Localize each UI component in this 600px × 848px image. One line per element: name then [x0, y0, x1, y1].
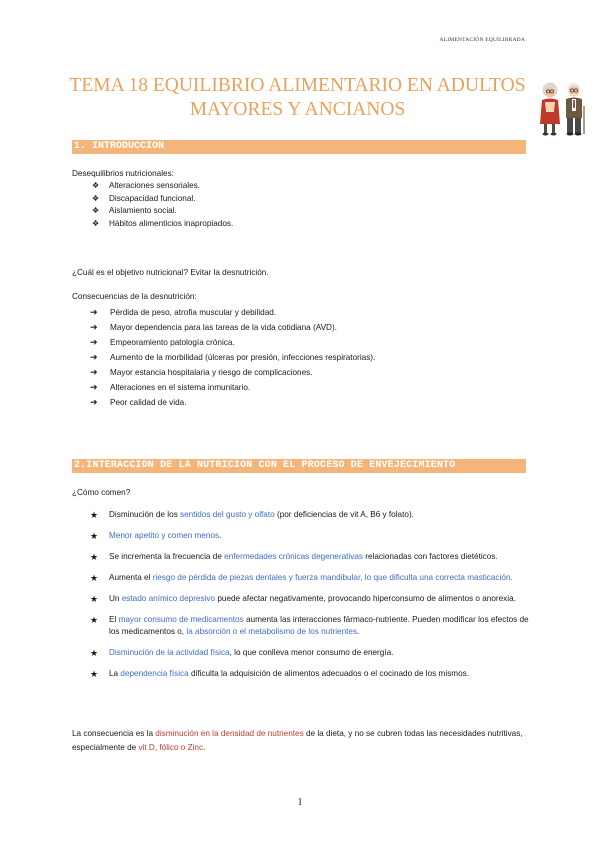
list-item: ★ Menor apetito y comen menos. — [90, 531, 222, 541]
list-item: ❖ Alteraciones sensoriales. — [92, 180, 233, 193]
page-title — [60, 74, 535, 122]
list-item: ★ Un estado anímico depresivo puede afectar negativamente, provocando hiperconsumo de alimentos o anorexia. — [90, 594, 516, 604]
list-item: ❖ Discapacidad funcional. — [92, 193, 233, 206]
star-bullet-icon: ★ — [90, 615, 99, 625]
arrow-bullet-icon: ➔ — [90, 352, 98, 362]
diamond-bullet-icon: ❖ — [92, 206, 100, 215]
consecuencias-label: Consecuencias de la desnutrición: — [72, 292, 197, 301]
list-item: ★ Aumenta el riesgo de pérdida de piezas dentales y fuerza mandibular, lo que dificulta una correcta masticación. — [90, 573, 513, 583]
star-bullet-icon: ★ — [90, 552, 99, 562]
section-heading-interaccion: 2.INTERACCION DE LA NUTRICION CON EL PROCESO DE ENVEJECIMIENTO — [72, 459, 526, 473]
star-bullet-icon: ★ — [90, 573, 99, 583]
list-item: ➔ Aumento de la morbilidad (úlceras por presión, infecciones respiratorias). — [90, 350, 375, 365]
list-item: ★ El mayor consumo de medicamentos aumenta las interacciones fármaco-nutriente. Pueden modificar los efectos de los medicamentos o, la absorción o el metabolismo de los nutrientes. — [90, 615, 529, 636]
star-bullet-icon: ★ — [90, 510, 99, 520]
list-item: ★ Disminución de la actividad física, lo que conlleva menor consumo de energía. — [90, 648, 394, 658]
star-bullet-icon: ★ — [90, 531, 99, 541]
star-bullet-icon: ★ — [90, 669, 99, 679]
arrow-bullet-icon: ➔ — [90, 307, 98, 317]
arrow-bullet-icon: ➔ — [90, 367, 98, 377]
list-item: ❖ Aislamiento social. — [92, 205, 233, 218]
title-line-2: MAYORES Y ANCIANOS — [189, 99, 406, 120]
list-item: ➔ Mayor estancia hospitalaria y riesgo de complicaciones. — [90, 365, 375, 380]
diamond-bullet-icon: ❖ — [92, 218, 100, 228]
list-item: ➔ Mayor dependencia para las tareas de la vida cotidiana (AVD). — [90, 320, 375, 335]
como-comen-question: ¿Cómo comen? — [72, 488, 131, 497]
list-item: ★ Se incrementa la frecuencia de enfermedades crónicas degenerativas relacionadas con factores dietéticos. — [90, 552, 498, 562]
desequilibrios-list — [92, 180, 233, 230]
diamond-bullet-icon: ❖ — [92, 181, 100, 190]
list-item: ★ Disminución de los sentidos del gusto y olfato (por deficiencias de vit A, B6 y folato). — [90, 510, 414, 520]
diamond-bullet-icon: ❖ — [92, 193, 100, 203]
arrow-bullet-icon: ➔ — [90, 322, 98, 332]
como-comen-list — [90, 509, 530, 680]
list-item: ★ La dependencia física dificulta la adquisición de alimentos adecuados o el cocinado de los mismos. — [90, 669, 470, 679]
consecuencias-list — [90, 305, 375, 410]
arrow-bullet-icon: ➔ — [90, 382, 98, 392]
list-item: ➔ Alteraciones en el sistema inmunitario. — [90, 380, 375, 395]
title-line-1: TEMA 18 EQUILIBRIO ALIMENTARIO EN ADULTOS — [69, 75, 526, 96]
list-item: ➔ Empeoramiento patología crónica. — [90, 335, 375, 350]
conclusion-paragraph: La consecuencia es la disminución en la densidad de nutrientes de la dieta, y no se cubren todas las necesidades nutritivas, especialmente de vit D, fólico o Zinc. — [72, 729, 523, 752]
desequilibrios-label: Desequilibrios nutricionales: — [72, 169, 174, 178]
page-number: 1 — [297, 797, 303, 808]
elderly-couple-icon — [536, 78, 588, 138]
section-heading-introduccion: 1. INTRODUCCION — [72, 140, 526, 154]
running-header: ALIMENTACIÓN EQUILIBRADA — [439, 37, 525, 43]
arrow-bullet-icon: ➔ — [90, 337, 98, 347]
list-item: ➔ Peor calidad de vida. — [90, 395, 375, 410]
star-bullet-icon: ★ — [90, 648, 99, 658]
list-item: ➔ Pérdida de peso, atrofia muscular y debilidad. — [90, 305, 375, 320]
arrow-bullet-icon: ➔ — [90, 397, 98, 407]
star-bullet-icon: ★ — [90, 594, 99, 604]
list-item: ❖ Hábitos alimenticios inapropiados. — [92, 218, 233, 231]
objective-text: ¿Cuál es el objetivo nutricional? Evitar la desnutrición. — [72, 268, 269, 277]
